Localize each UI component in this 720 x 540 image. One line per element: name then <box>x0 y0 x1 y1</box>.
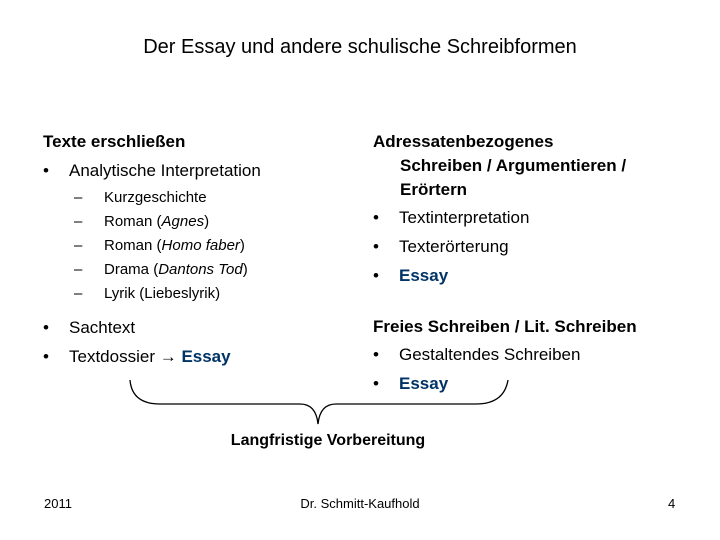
bullet: • <box>373 237 379 256</box>
paren-close: ) <box>242 261 248 278</box>
bullet: • <box>43 161 49 180</box>
essay-highlight: Essay <box>399 374 449 393</box>
curly-brace <box>120 378 520 428</box>
subitem-italic: Agnes <box>161 213 205 230</box>
left-item-text: Sachtext <box>69 318 136 337</box>
subitem-italic: Homo faber <box>161 237 240 254</box>
footer-page-number: 4 <box>668 496 676 511</box>
right-heading-line-2: Schreiben / Argumentieren / <box>400 156 627 175</box>
dash: – <box>74 285 83 302</box>
footer-year: 2011 <box>44 496 72 511</box>
paren-open: ( <box>153 261 159 278</box>
left-subitem-roman-homo-faber <box>74 237 245 254</box>
left-item-textdossier <box>43 347 231 367</box>
left-item-text: Textdossier <box>69 347 160 366</box>
bullet: • <box>373 345 379 364</box>
essay-highlight: Essay <box>399 266 449 285</box>
left-subitem-roman-agnes <box>74 213 209 230</box>
bullet: • <box>373 266 379 285</box>
right-item-text: Gestaltendes Schreiben <box>399 345 581 364</box>
subitem-text: Kurzgeschichte <box>104 189 207 206</box>
subitem-text: Roman <box>104 213 157 230</box>
right-heading-2: Freies Schreiben / Lit. Schreiben <box>373 317 637 336</box>
subitem-text: Lyrik (Liebeslyrik) <box>104 285 221 302</box>
right-item-text: Texterörterung <box>399 237 509 256</box>
paren-close: ) <box>239 237 245 254</box>
left-item-sachtext <box>43 318 135 338</box>
right-item-texterorterung <box>373 237 509 257</box>
footer-author: Dr. Schmitt-Kaufhold <box>300 496 420 511</box>
left-subitem-kurzgeschichte <box>74 189 207 206</box>
right-item-textinterpretation <box>373 208 529 228</box>
right-item-gestaltendes-schreiben <box>373 345 580 365</box>
left-subitem-drama-dantons-tod <box>74 261 248 278</box>
subitem-text: Drama <box>104 261 154 278</box>
left-item-analytische-interpretation <box>43 161 261 181</box>
slide-title: Der Essay und andere schulische Schreibformen <box>143 36 577 58</box>
left-heading: Texte erschließen <box>43 132 186 151</box>
bullet: • <box>43 318 49 337</box>
dash: – <box>74 213 83 230</box>
paren-close: ) <box>204 213 210 230</box>
right-item-essay <box>373 266 448 286</box>
subitem-text: Roman <box>104 237 157 254</box>
arrow-right-icon: → <box>159 347 177 366</box>
paren-open: ( <box>156 237 162 254</box>
right-heading-line-3: Erörtern <box>400 180 468 199</box>
left-item-text: Analytische Interpretation <box>69 161 261 180</box>
brace-path <box>130 380 508 424</box>
dash: – <box>74 261 83 278</box>
paren-open: ( <box>156 213 162 230</box>
right-item-text: Textinterpretation <box>399 208 530 227</box>
essay-highlight: Essay <box>181 347 231 366</box>
brace-label: Langfristige Vorbereitung <box>230 432 426 449</box>
dash: – <box>74 189 83 206</box>
bullet: • <box>373 374 379 393</box>
left-subitem-lyrik <box>74 285 220 302</box>
subitem-italic: Dantons Tod <box>158 261 243 278</box>
right-heading-line-1: Adressatenbezogenes <box>373 132 554 151</box>
dash: – <box>74 237 83 254</box>
bullet: • <box>43 347 49 366</box>
bullet: • <box>373 208 379 227</box>
